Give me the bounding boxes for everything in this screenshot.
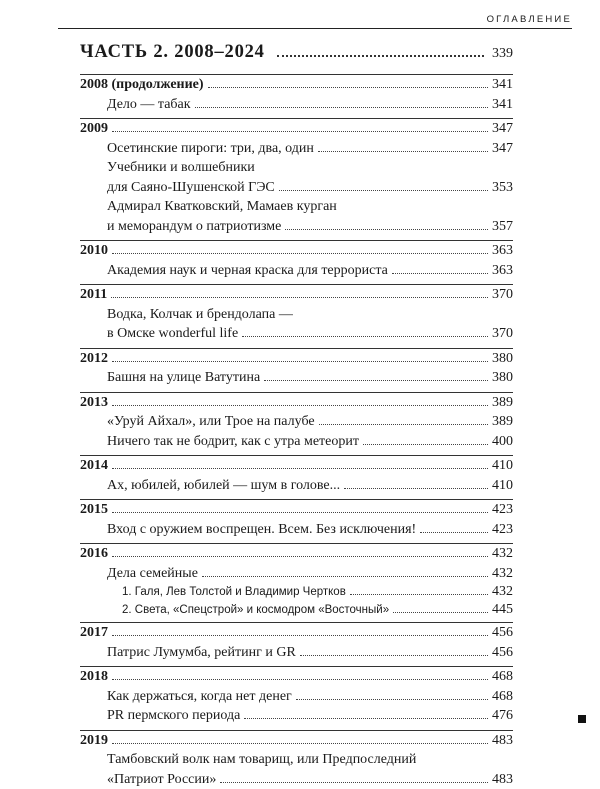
part-page: 339 <box>492 46 513 62</box>
entry-title: Академия наук и черная краска для террориста <box>107 261 388 281</box>
entry-page: 370 <box>492 324 513 344</box>
year-title: 2015 <box>80 500 108 520</box>
entry-page: 468 <box>492 687 513 707</box>
year-page: 423 <box>492 500 513 520</box>
entry-row <box>80 476 513 496</box>
year-section <box>80 666 513 726</box>
dot-leader <box>112 131 488 132</box>
entry-row <box>80 687 513 707</box>
entry-title: Дело — табак <box>107 95 191 115</box>
year-row <box>80 500 513 520</box>
year-title: 2009 <box>80 119 108 139</box>
dot-leader <box>244 718 488 719</box>
dot-leader <box>202 576 488 577</box>
dot-leader <box>279 190 488 191</box>
subentry-page: 432 <box>492 583 513 601</box>
year-page: 456 <box>492 623 513 643</box>
year-row <box>80 241 513 261</box>
year-section <box>80 543 513 618</box>
dot-leader <box>111 297 488 298</box>
dot-leader <box>112 405 488 406</box>
entry-title: Вход с оружием воспрещен. Всем. Без исключения! <box>107 520 416 540</box>
entry-page: 483 <box>492 770 513 789</box>
entry-title: Осетинские пироги: три, два, один <box>107 139 314 159</box>
entry-title-line: Адмирал Кватковский, Мамаев курган <box>80 197 513 217</box>
part-heading <box>80 42 513 63</box>
year-section <box>80 118 513 236</box>
dot-leader <box>242 336 488 337</box>
year-row <box>80 456 513 476</box>
dot-leader <box>112 512 488 513</box>
year-title: 2008 (продолжение) <box>80 75 204 95</box>
entry-title: Патрис Лумумба, рейтинг и GR <box>107 643 296 663</box>
dot-leader <box>112 468 488 469</box>
dot-leader <box>112 556 488 557</box>
entry-page: 341 <box>492 95 513 115</box>
year-title: 2019 <box>80 731 108 751</box>
dot-leader <box>264 380 488 381</box>
subentry-title: 2. Света, «Спецстрой» и космодром «Восточный» <box>122 602 389 620</box>
entry-page: 363 <box>492 261 513 281</box>
entry-page: 347 <box>492 139 513 159</box>
year-page: 432 <box>492 544 513 564</box>
entry-page: 410 <box>492 476 513 496</box>
subentry-page: 445 <box>492 601 513 619</box>
entry-title: Ничего так не бодрит, как с утра метеорит <box>107 432 359 452</box>
year-row <box>80 75 513 95</box>
entry-row <box>80 95 513 115</box>
year-section <box>80 455 513 495</box>
header-rule <box>58 28 572 29</box>
year-page: 410 <box>492 456 513 476</box>
entry-page: 456 <box>492 643 513 663</box>
entry-row <box>80 770 513 789</box>
entry-row <box>80 432 513 452</box>
dot-leader <box>277 55 484 57</box>
year-section <box>80 622 513 662</box>
end-square-mark <box>578 715 586 723</box>
part-title: ЧАСТЬ 2. 2008–2024 <box>80 42 265 63</box>
year-section <box>80 392 513 452</box>
year-row <box>80 544 513 564</box>
entry-page: 380 <box>492 368 513 388</box>
dot-leader <box>420 532 488 533</box>
year-page: 363 <box>492 241 513 261</box>
year-row <box>80 731 513 751</box>
entry-title: «Уруй Айхал», или Трое на палубе <box>107 412 315 432</box>
entry-title: для Саяно-Шушенской ГЭС <box>107 178 275 198</box>
year-title: 2014 <box>80 456 108 476</box>
year-title: 2012 <box>80 349 108 369</box>
year-page: 483 <box>492 731 513 751</box>
dot-leader <box>112 361 488 362</box>
year-title: 2010 <box>80 241 108 261</box>
entry-row <box>80 139 513 159</box>
entry-title: и меморандум о патриотизме <box>107 217 281 237</box>
dot-leader <box>350 594 488 595</box>
dot-leader <box>220 782 488 783</box>
year-page: 370 <box>492 285 513 305</box>
dot-leader <box>318 151 488 152</box>
dot-leader <box>112 635 488 636</box>
dot-leader <box>195 107 488 108</box>
entry-title-line: Водка, Колчак и брендолапа — <box>80 305 513 325</box>
subentry-row <box>80 583 513 601</box>
year-section <box>80 240 513 280</box>
entry-title: в Омске wonderful life <box>107 324 238 344</box>
year-row <box>80 119 513 139</box>
year-section <box>80 348 513 388</box>
entry-page: 389 <box>492 412 513 432</box>
year-row <box>80 393 513 413</box>
year-row <box>80 285 513 305</box>
entry-row <box>80 564 513 584</box>
year-page: 380 <box>492 349 513 369</box>
year-page: 347 <box>492 119 513 139</box>
entry-page: 476 <box>492 706 513 726</box>
dot-leader <box>112 743 488 744</box>
year-section <box>80 499 513 539</box>
dot-leader <box>393 612 488 613</box>
entry-title: Дела семейные <box>107 564 198 584</box>
entry-row <box>80 261 513 281</box>
year-title: 2017 <box>80 623 108 643</box>
dot-leader <box>296 699 488 700</box>
entry-title-line: Тамбовский волк нам товарищ, или Предпоследний <box>80 750 513 770</box>
dot-leader <box>300 655 488 656</box>
year-row <box>80 623 513 643</box>
entry-row <box>80 368 513 388</box>
table-of-contents <box>80 74 513 789</box>
entry-title-line: Учебники и волшебники <box>80 158 513 178</box>
entry-row <box>80 178 513 198</box>
year-page: 389 <box>492 393 513 413</box>
dot-leader <box>344 488 488 489</box>
dot-leader <box>208 87 488 88</box>
entry-page: 400 <box>492 432 513 452</box>
entry-row <box>80 520 513 540</box>
entry-title: Как держаться, когда нет денег <box>107 687 292 707</box>
dot-leader <box>319 424 488 425</box>
entry-title: Ах, юбилей, юбилей — шум в голове... <box>107 476 340 496</box>
entry-row <box>80 412 513 432</box>
entry-row <box>80 324 513 344</box>
year-title: 2013 <box>80 393 108 413</box>
year-page: 468 <box>492 667 513 687</box>
dot-leader <box>112 253 488 254</box>
entry-row <box>80 217 513 237</box>
year-title: 2011 <box>80 285 107 305</box>
year-page: 341 <box>492 75 513 95</box>
subentry-title: 1. Галя, Лев Толстой и Владимир Чертков <box>122 584 346 602</box>
entry-title: Башня на улице Ватутина <box>107 368 260 388</box>
entry-title: PR пермского периода <box>107 706 240 726</box>
dot-leader <box>392 273 488 274</box>
entry-page: 432 <box>492 564 513 584</box>
dot-leader <box>363 444 488 445</box>
entry-title: «Патриот России» <box>107 770 216 789</box>
year-section <box>80 730 513 789</box>
entry-page: 423 <box>492 520 513 540</box>
entry-row <box>80 706 513 726</box>
year-section <box>80 74 513 114</box>
year-row <box>80 667 513 687</box>
running-title: ОГЛАВЛЕНИЕ <box>440 14 572 25</box>
dot-leader <box>112 679 488 680</box>
entry-page: 357 <box>492 217 513 237</box>
subentry-row <box>80 601 513 619</box>
dot-leader <box>285 229 488 230</box>
year-row <box>80 349 513 369</box>
year-section <box>80 284 513 344</box>
year-title: 2018 <box>80 667 108 687</box>
entry-row <box>80 643 513 663</box>
entry-page: 353 <box>492 178 513 198</box>
year-title: 2016 <box>80 544 108 564</box>
